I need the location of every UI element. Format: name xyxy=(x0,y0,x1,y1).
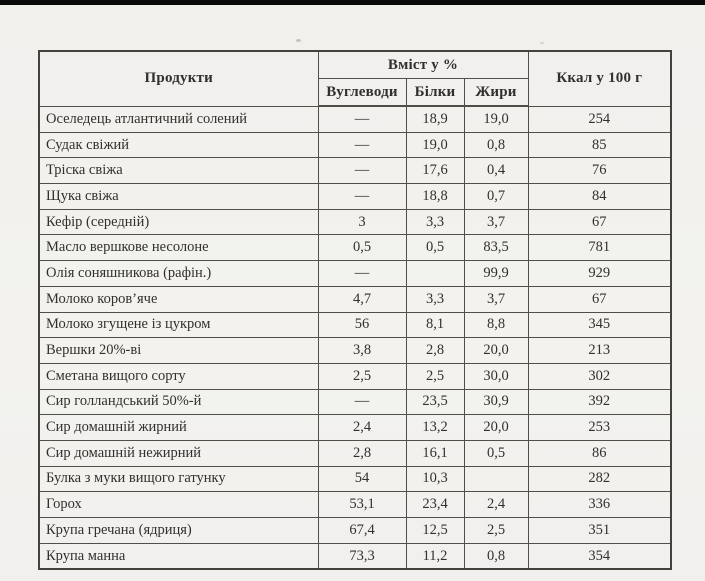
product-name: Тріска свіжа xyxy=(39,158,318,184)
fats-value: 3,7 xyxy=(464,286,528,312)
kcal-value: 282 xyxy=(528,466,671,492)
table-row xyxy=(39,209,671,235)
product-name: Кефір (середній) xyxy=(39,209,318,235)
carbs-value: 73,3 xyxy=(318,543,406,569)
table-row xyxy=(39,235,671,261)
table-row xyxy=(39,543,671,569)
carbs-value: 53,1 xyxy=(318,492,406,518)
nutrition-table-container xyxy=(38,50,670,570)
proteins-value: 8,1 xyxy=(406,312,464,338)
proteins-value: 12,5 xyxy=(406,518,464,544)
carbs-value: 3 xyxy=(318,209,406,235)
carbs-value: 2,8 xyxy=(318,440,406,466)
proteins-value: 18,8 xyxy=(406,184,464,210)
table-row xyxy=(39,518,671,544)
scan-speck xyxy=(296,39,301,42)
carbs-value: 4,7 xyxy=(318,286,406,312)
fats-value: 30,0 xyxy=(464,363,528,389)
proteins-value xyxy=(406,261,464,287)
kcal-value: 67 xyxy=(528,209,671,235)
header-proteins: Білки xyxy=(406,79,464,107)
table-row xyxy=(39,492,671,518)
fats-value: 0,8 xyxy=(464,132,528,158)
table-row xyxy=(39,338,671,364)
product-name: Булка з муки вищого гатунку xyxy=(39,466,318,492)
product-name: Молоко згущене із цукром xyxy=(39,312,318,338)
kcal-value: 302 xyxy=(528,363,671,389)
scan-top-edge-bar xyxy=(0,0,705,5)
carbs-value: — xyxy=(318,261,406,287)
product-name: Олія соняшникова (рафін.) xyxy=(39,261,318,287)
product-name: Оселедець атлантичний солений xyxy=(39,106,318,132)
fats-value: 19,0 xyxy=(464,106,528,132)
fats-value: 2,4 xyxy=(464,492,528,518)
kcal-value: 929 xyxy=(528,261,671,287)
table-row xyxy=(39,106,671,132)
table-row xyxy=(39,261,671,287)
kcal-value: 781 xyxy=(528,235,671,261)
header-fats: Жири xyxy=(464,79,528,107)
kcal-value: 354 xyxy=(528,543,671,569)
proteins-value: 3,3 xyxy=(406,286,464,312)
carbs-value: — xyxy=(318,389,406,415)
proteins-value: 11,2 xyxy=(406,543,464,569)
fats-value: 0,5 xyxy=(464,440,528,466)
proteins-value: 19,0 xyxy=(406,132,464,158)
fats-value: 30,9 xyxy=(464,389,528,415)
kcal-value: 254 xyxy=(528,106,671,132)
fats-value: 0,7 xyxy=(464,184,528,210)
proteins-value: 10,3 xyxy=(406,466,464,492)
fats-value: 20,0 xyxy=(464,338,528,364)
table-row xyxy=(39,389,671,415)
table-row xyxy=(39,415,671,441)
product-name: Вершки 20%-ві xyxy=(39,338,318,364)
nutrition-table xyxy=(38,50,672,570)
proteins-value: 17,6 xyxy=(406,158,464,184)
table-row xyxy=(39,286,671,312)
fats-value: 0,4 xyxy=(464,158,528,184)
product-name: Судак свіжий xyxy=(39,132,318,158)
kcal-value: 67 xyxy=(528,286,671,312)
fats-value: 83,5 xyxy=(464,235,528,261)
kcal-value: 351 xyxy=(528,518,671,544)
proteins-value: 0,5 xyxy=(406,235,464,261)
fats-value: 3,7 xyxy=(464,209,528,235)
product-name: Сир голландський 50%-й xyxy=(39,389,318,415)
carbs-value: — xyxy=(318,184,406,210)
carbs-value: 54 xyxy=(318,466,406,492)
product-name: Сир домашній жирний xyxy=(39,415,318,441)
kcal-value: 253 xyxy=(528,415,671,441)
proteins-value: 18,9 xyxy=(406,106,464,132)
proteins-value: 13,2 xyxy=(406,415,464,441)
carbs-value: 2,4 xyxy=(318,415,406,441)
carbs-value: — xyxy=(318,106,406,132)
table-row xyxy=(39,158,671,184)
header-products: Продукти xyxy=(39,51,318,106)
carbs-value: — xyxy=(318,132,406,158)
proteins-value: 23,5 xyxy=(406,389,464,415)
product-name: Крупа гречана (ядриця) xyxy=(39,518,318,544)
fats-value: 0,8 xyxy=(464,543,528,569)
scan-speck xyxy=(540,42,544,44)
table-row xyxy=(39,466,671,492)
carbs-value: 3,8 xyxy=(318,338,406,364)
fats-value xyxy=(464,466,528,492)
product-name: Сметана вищого сорту xyxy=(39,363,318,389)
table-row xyxy=(39,440,671,466)
product-name: Масло вершкове несолоне xyxy=(39,235,318,261)
kcal-value: 345 xyxy=(528,312,671,338)
kcal-value: 86 xyxy=(528,440,671,466)
proteins-value: 2,5 xyxy=(406,363,464,389)
kcal-value: 392 xyxy=(528,389,671,415)
fats-value: 2,5 xyxy=(464,518,528,544)
table-header xyxy=(39,51,671,106)
header-carbs: Вуглеводи xyxy=(318,79,406,107)
product-name: Горох xyxy=(39,492,318,518)
table-body xyxy=(39,106,671,569)
table-row xyxy=(39,184,671,210)
fats-value: 8,8 xyxy=(464,312,528,338)
fats-value: 20,0 xyxy=(464,415,528,441)
kcal-value: 84 xyxy=(528,184,671,210)
table-row xyxy=(39,312,671,338)
proteins-value: 16,1 xyxy=(406,440,464,466)
header-kcal: Ккал у 100 г xyxy=(528,51,671,106)
kcal-value: 213 xyxy=(528,338,671,364)
header-content-group: Вміст у % xyxy=(318,51,528,79)
carbs-value: 0,5 xyxy=(318,235,406,261)
table-row xyxy=(39,132,671,158)
product-name: Крупа манна xyxy=(39,543,318,569)
kcal-value: 76 xyxy=(528,158,671,184)
proteins-value: 23,4 xyxy=(406,492,464,518)
carbs-value: 67,4 xyxy=(318,518,406,544)
carbs-value: 56 xyxy=(318,312,406,338)
product-name: Молоко коров’яче xyxy=(39,286,318,312)
header-row-top xyxy=(39,51,671,79)
table-row xyxy=(39,363,671,389)
carbs-value: — xyxy=(318,158,406,184)
kcal-value: 85 xyxy=(528,132,671,158)
proteins-value: 2,8 xyxy=(406,338,464,364)
carbs-value: 2,5 xyxy=(318,363,406,389)
kcal-value: 336 xyxy=(528,492,671,518)
fats-value: 99,9 xyxy=(464,261,528,287)
product-name: Щука свіжа xyxy=(39,184,318,210)
proteins-value: 3,3 xyxy=(406,209,464,235)
product-name: Сир домашній нежирний xyxy=(39,440,318,466)
